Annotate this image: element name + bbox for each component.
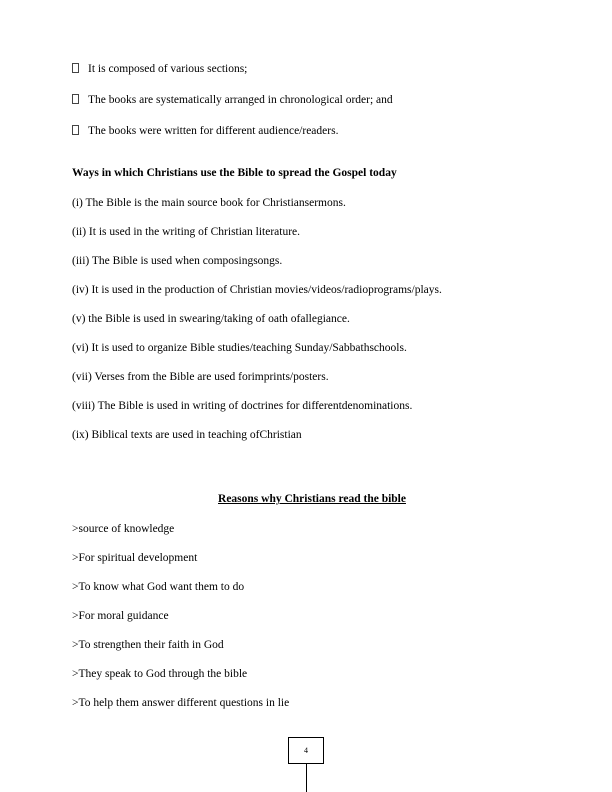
list-item: >They speak to God through the bible	[72, 668, 248, 680]
reasons-section-heading: Reasons why Christians read the bible	[218, 493, 406, 505]
list-item: (ix) Biblical texts are used in teaching ofChristian	[72, 429, 302, 441]
list-item: (viii) The Bible is used in writing of doctrines for differentdenominations.	[72, 400, 413, 412]
list-item: (iii) The Bible is used when composingsongs.	[72, 255, 283, 267]
list-item	[72, 62, 552, 76]
list-item: (v) the Bible is used in swearing/taking of oath ofallegiance.	[72, 313, 350, 325]
list-item	[72, 124, 552, 138]
page-number-box	[288, 737, 324, 764]
list-item: >To know what God want them to do	[72, 581, 245, 593]
bullet-text: The books are systematically arranged in chronological order; and	[88, 94, 393, 106]
list-item: (vii) Verses from the Bible are used forimprints/posters.	[72, 371, 329, 383]
list-item: >source of knowledge	[72, 523, 175, 535]
reasons-list	[72, 522, 552, 710]
list-item: (ii) It is used in the writing of Christian literature.	[72, 226, 301, 238]
square-bullet-icon	[72, 94, 79, 104]
intro-bullet-list	[72, 62, 552, 138]
square-bullet-icon	[72, 125, 79, 135]
list-item: >For moral guidance	[72, 610, 169, 622]
list-item: >For spiritual development	[72, 552, 198, 564]
page-footer	[0, 737, 612, 792]
page-content	[72, 62, 552, 725]
list-item: (vi) It is used to organize Bible studies/teaching Sunday/Sabbathschools.	[72, 342, 407, 354]
bullet-text: The books were written for different audience/readers.	[88, 125, 339, 137]
list-item	[72, 93, 552, 107]
uses-list	[72, 196, 552, 442]
list-item: (iv) It is used in the production of Christian movies/videos/radioprograms/plays.	[72, 284, 442, 296]
list-item: (i) The Bible is the main source book for Christiansermons.	[72, 197, 346, 209]
list-item: >To help them answer different questions in lie	[72, 697, 290, 709]
square-bullet-icon	[72, 63, 79, 73]
uses-section-heading: Ways in which Christians use the Bible to spread the Gospel today	[72, 167, 397, 179]
list-item: >To strengthen their faith in God	[72, 639, 224, 651]
bullet-text: It is composed of various sections;	[88, 63, 248, 75]
footer-divider-line	[306, 764, 307, 792]
page-number: 4	[304, 746, 308, 755]
